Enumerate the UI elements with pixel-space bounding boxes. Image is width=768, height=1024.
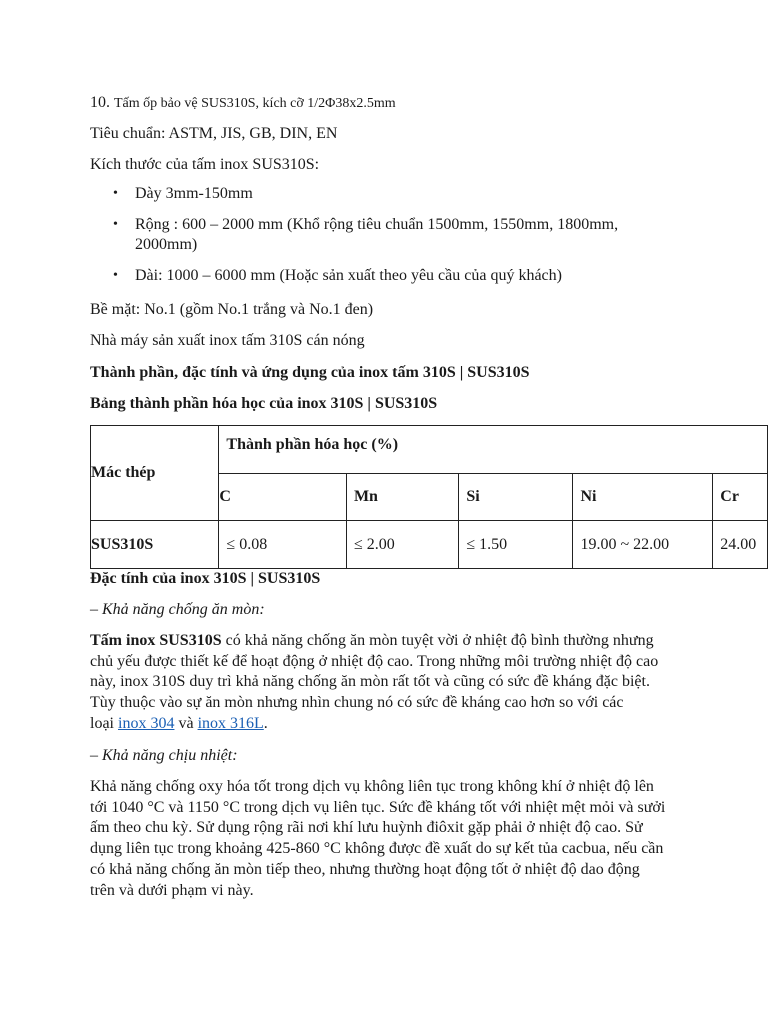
item-number: 10. [90,94,110,111]
bullet-icon: • [113,186,118,201]
factory-line: Nhà máy sản xuất inox tấm 310S cán nóng [90,332,365,349]
item-heading [90,93,396,115]
heat-line: trên và dưới phạm vi này. [90,881,254,899]
corrosion-lead: Tấm inox SUS310S [90,632,222,649]
corrosion-line: này, inox 310S duy trì khả năng chống ăn mòn rất tốt và cũng có sức đề kháng đặc biệt. [90,673,650,691]
list-item [90,266,650,287]
value-cell-cr: 24.00 [713,521,768,569]
value-cell-ni: 19.00 ~ 22.00 [573,521,713,569]
value-cell-c: ≤ 0.08 [219,521,347,569]
column-header-c: C [219,474,347,521]
corrosion-text: loại [90,714,118,732]
column-header-ni: Ni [573,474,713,521]
corrosion-line: chủ yếu được thiết kế để hoạt động ở nhiệt độ cao. Trong những môi trường nhiệt độ cao [90,652,659,670]
heat-line: có khả năng chống ăn mòn tiếp theo, nhưng thường hoạt động tốt ở nhiệt độ dao động [90,860,640,878]
corrosion-subtitle: – Khả năng chống ăn mòn: [90,601,265,618]
connector-text: và [174,714,198,732]
value-cell-mn: ≤ 2.00 [346,521,458,569]
corrosion-paragraph [90,631,658,735]
item-title: Tấm ốp bảo vệ SUS310S, kích cỡ 1/2Φ38x2.5mm [114,96,396,111]
table-row [91,521,768,569]
section-title: Thành phần, đặc tính và ứng dụng của inox tấm 310S | SUS310S [90,364,530,381]
size-width: Rộng : 600 – 2000 mm (Khổ rộng tiêu chuẩn 1500mm, 1550mm, 1800mm, 2000mm) [135,215,619,253]
corrosion-line: Tùy thuộc vào sự ăn mòn nhưng nhìn chung nó có sức đề kháng cao hơn so với các [90,694,624,712]
table-title: Bảng thành phần hóa học của inox 310S | SUS310S [90,395,438,412]
standard-line: Tiêu chuẩn: ASTM, JIS, GB, DIN, EN [90,125,338,142]
size-list [90,184,650,286]
surface-line: Bề mặt: No.1 (gồm No.1 trắng và No.1 đen) [90,301,374,318]
heat-subtitle: – Khả năng chịu nhiệt: [90,747,238,764]
size-length: Dài: 1000 – 6000 mm (Hoặc sản xuất theo yêu cầu của quý khách) [135,266,562,284]
heat-paragraph [90,777,665,901]
composition-header: Thành phần hóa học (%) [219,426,768,474]
period-text: . [263,714,268,732]
size-intro: Kích thước của tấm inox SUS310S: [90,156,320,173]
heat-line: Khả năng chống oxy hóa tốt trong dịch vụ không liên tục trong không khí ở nhiệt độ lên [90,778,654,795]
inox-304-link[interactable]: inox 304 [118,714,175,732]
chemical-composition-table [90,425,768,569]
value-cell-si: ≤ 1.50 [459,521,573,569]
heat-line: dụng liên tục trong khoảng 425-860 °C không được đề xuất do sự kết tủa cacbua, nếu cần [90,840,664,858]
corrosion-text: có khả năng chống ăn mòn tuyệt vời ở nhiệt độ bình thường nhưng [221,632,654,649]
bullet-icon: • [113,267,118,283]
grade-cell: SUS310S [91,521,219,569]
corrosion-line [90,631,658,652]
list-item [90,184,650,205]
list-item [90,215,650,256]
corrosion-line [90,714,658,735]
properties-title: Đặc tính của inox 310S | SUS310S [90,570,321,587]
column-header-mn: Mn [346,474,458,521]
heat-line: tới 1040 °C và 1150 °C trong dịch vụ liên tục. Sức đề kháng tốt với nhiệt mệt mỏi và sưởi [90,798,666,816]
column-header-cr: Cr [713,474,768,521]
column-header-si: Si [459,474,573,521]
bullet-icon: • [113,216,118,232]
grade-header: Mác thép [91,426,219,521]
inox-316l-link[interactable]: inox 316L [197,714,264,732]
size-thickness: Dày 3mm-150mm [135,185,253,202]
heat-line: ấm theo chu kỳ. Sử dụng rộng rãi nơi khí lưu huỳnh điôxit gặp phải ở nhiệt độ cao. Sử [90,819,643,837]
